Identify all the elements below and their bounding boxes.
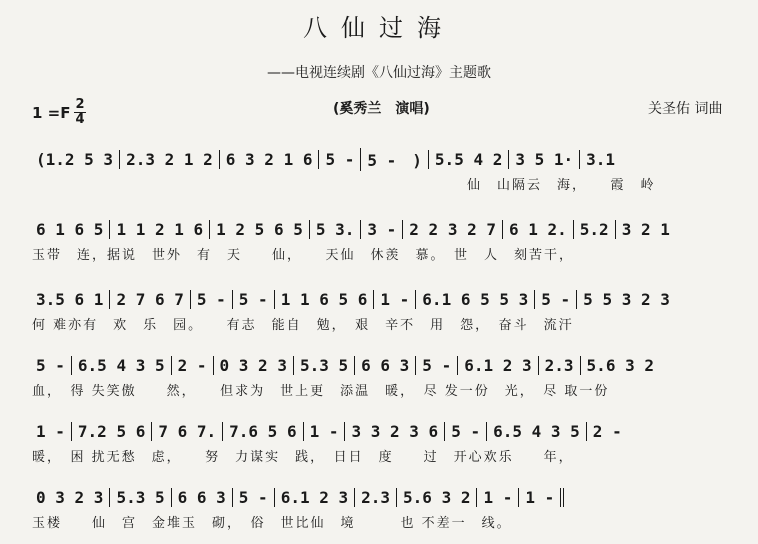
lyrics-line: 玉楼 仙 宫 金堆玉 砌， 俗 世比仙 境 也 不差一 线。	[32, 515, 512, 531]
measure: 5 - )	[360, 148, 428, 171]
measure: 6.1 6 5 5 3	[415, 290, 534, 309]
measure: 6 1 2.	[502, 220, 573, 239]
notation-line	[30, 352, 750, 378]
measure: 2 -	[171, 356, 213, 375]
lyrics-line: 何 难亦有 欢 乐 园。 有志 能自 勉， 艰 辛不 用 怨， 奋斗 流汗	[32, 317, 574, 333]
lyrics-line: 暖， 困 扰无愁 虑， 努 力谋实 践， 日日 度 过 开心欢乐 年，	[32, 449, 574, 465]
score-system	[30, 216, 750, 264]
lyrics-line: 仙 山隔云 海， 霞 岭	[32, 177, 656, 193]
measure: 0 3 2 3	[36, 487, 104, 507]
score-system	[30, 286, 750, 334]
notation-line	[30, 216, 750, 242]
measure: 3 5 1·	[508, 150, 579, 169]
singer-credit: (奚秀兰 演唱)	[333, 101, 430, 117]
measure: 5.6 3 2	[396, 488, 476, 507]
measure: 5 -	[36, 355, 65, 375]
measure: 5 -	[190, 290, 232, 309]
measure: 5.3 5	[109, 488, 170, 507]
notation-line	[30, 146, 750, 172]
measure: 3.5 6 1	[36, 289, 104, 309]
composer-credit: 关圣佑 词曲	[648, 101, 723, 117]
measure: 1 -	[36, 421, 65, 441]
measure: 2 -	[586, 422, 628, 441]
measure: 6 6 3	[354, 356, 415, 375]
measure: 5 -	[415, 356, 457, 375]
lyrics-line: 玉带 连，据说 世外 有 天 仙， 天仙 休羡 慕。 世 人 刻苦干，	[32, 247, 575, 263]
measure: 2.3	[354, 488, 396, 507]
measure: 3 -	[360, 220, 402, 239]
notation-line	[30, 484, 750, 510]
measure: 2.3 2 1 2	[119, 150, 219, 169]
song-subtitle: ——电视连续剧《八仙过海》主题歌	[267, 65, 491, 81]
measure: 1 -	[518, 488, 564, 507]
measure: 7.2 5 6	[71, 422, 151, 441]
score-system	[30, 418, 750, 466]
measure: 5.2	[573, 220, 615, 239]
measure: 5 -	[232, 488, 274, 507]
score-system	[30, 484, 750, 532]
key-label: 1 =F	[32, 103, 71, 122]
measure: 7 6 7.	[151, 422, 222, 441]
measure: 6 1 6 5	[36, 219, 104, 239]
measure: 5 -	[534, 290, 576, 309]
score-system	[30, 146, 750, 194]
time-denominator: 4	[75, 112, 85, 127]
measure: 6 6 3	[171, 488, 232, 507]
measure: 6.1 2 3	[274, 488, 354, 507]
measure: 2 2 3 2 7	[402, 220, 502, 239]
notation-line	[30, 286, 750, 312]
measure: 1 -	[373, 290, 415, 309]
key-signature	[32, 98, 86, 127]
measure: 5.5 4 2	[428, 150, 508, 169]
measure: 0 3 2 3	[213, 356, 293, 375]
measure: 7.6 5 6	[222, 422, 302, 441]
measure: 5 5 3 2 3	[576, 290, 676, 309]
song-title: 八仙过海	[303, 14, 455, 42]
measure: 5.6 3 2	[580, 356, 660, 375]
measure: 1 -	[476, 488, 518, 507]
measure: 6.5 4 3 5	[486, 422, 586, 441]
measure: 6.1 2 3	[457, 356, 537, 375]
measure: 3 2 1	[615, 220, 676, 239]
measure: 5 -	[444, 422, 486, 441]
lyrics-line: 血， 得 失笑傲 然， 但求为 世上更 添温 暖， 尽 发一份 光， 尽 取一份	[32, 383, 610, 399]
measure: 1 1 6 5 6	[274, 290, 374, 309]
measure: 2.3	[538, 356, 580, 375]
notation-line	[30, 418, 750, 444]
measure: 1 1 2 1 6	[109, 220, 209, 239]
measure: 1 -	[303, 422, 345, 441]
measure: 5 -	[232, 290, 274, 309]
measure: (1.2 5 3	[36, 149, 114, 169]
score-system	[30, 352, 750, 400]
measure: 6.5 4 3 5	[71, 356, 171, 375]
measure: 1 2 5 6 5	[209, 220, 309, 239]
measure: 5 3.	[309, 220, 361, 239]
measure: 6 3 2 1 6	[219, 150, 319, 169]
time-numerator: 2	[75, 97, 85, 112]
measure: 3.1	[579, 150, 621, 169]
measure: 5.3 5	[293, 356, 354, 375]
time-signature	[74, 98, 85, 127]
measure: 3 3 2 3 6	[344, 422, 444, 441]
measure: 2 7 6 7	[109, 290, 189, 309]
measure: 5 -	[318, 150, 360, 169]
